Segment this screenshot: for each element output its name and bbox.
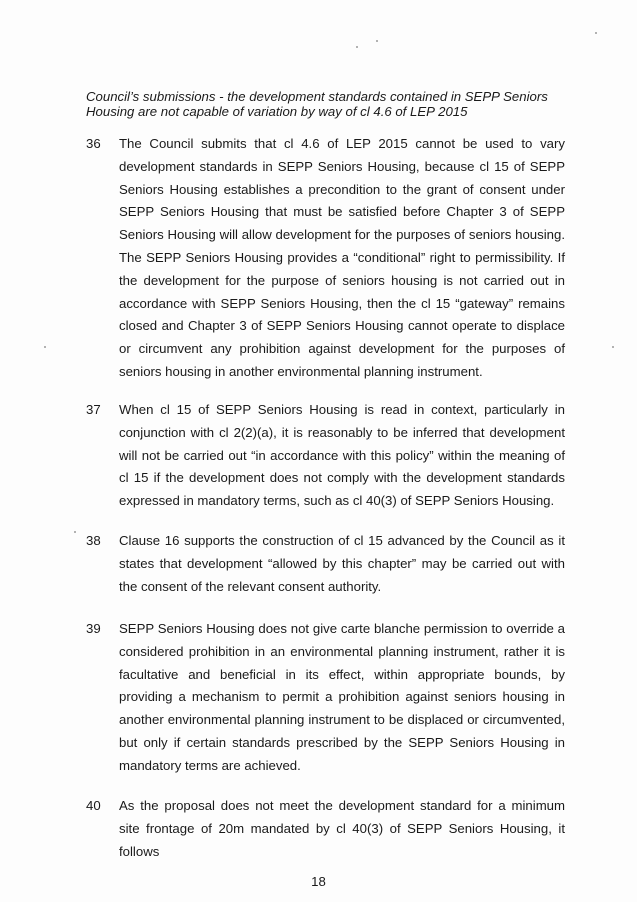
scan-speck — [595, 32, 597, 34]
scan-speck — [356, 46, 358, 48]
scan-speck — [376, 40, 378, 42]
section-heading — [86, 89, 556, 119]
scan-speck — [44, 346, 46, 348]
paragraph-number: 40 — [86, 798, 101, 813]
paragraph-text: As the proposal does not meet the development standard for a minimum site frontage of 20m mandated by cl 40(3) of SEPP Seniors Housing, it follows — [119, 798, 565, 859]
paragraph-number: 39 — [86, 621, 101, 636]
paragraph-number: 36 — [86, 136, 101, 151]
section-heading-line-2: Housing are not capable of variation by way of cl 4.6 of LEP 2015 — [86, 104, 468, 119]
paragraph-number: 38 — [86, 533, 101, 548]
paragraph-text: SEPP Seniors Housing does not give carte blanche permission to override a considered prohibition in an environmental planning instrument, rather it is facultative and beneficial in its effect, within appropriate bounds, by providing a mechanism to permit a prohibition against seniors housing in another environmental planning instrument to be displaced or circumvented, but only if certain standards prescribed by the SEPP Seniors Housing in mandatory terms are achieved. — [119, 621, 565, 773]
scan-speck — [74, 531, 76, 533]
scan-speck — [612, 346, 614, 348]
paragraph-text: The Council submits that cl 4.6 of LEP 2015 cannot be used to vary development standards in SEPP Seniors Housing, because cl 15 of SEPP Seniors Housing establishes a precondition to the grant of consent under SEPP Seniors Housing that must be satisfied before Chapter 3 of SEPP Seniors Housing will allow development for the purposes of seniors housing. The SEPP Seniors Housing provides a “conditional” right to permissibility. If the development for the purpose of seniors housing is not carried out in accordance with SEPP Seniors Housing, then the cl 15 “gateway” remains closed and Chapter 3 of SEPP Seniors Housing cannot operate to displace or circumvent any prohibition against development for the purposes of seniors housing in another environmental planning instrument. — [119, 136, 565, 379]
page-number: 18 — [311, 874, 326, 889]
section-heading-line-1: Council’s submissions - the development standards contained in SEPP Seniors — [86, 89, 548, 104]
paragraph-number: 37 — [86, 402, 101, 417]
paragraph-text: Clause 16 supports the construction of cl 15 advanced by the Council as it states that development “allowed by this chapter” may be carried out with the consent of the relevant consent authority. — [119, 533, 565, 594]
paragraph-text: When cl 15 of SEPP Seniors Housing is read in context, particularly in conjunction with cl 2(2)(a), it is reasonably to be inferred that development will not be carried out “in accordance with this policy” within the meaning of cl 15 if the development does not comply with the development standards expressed in mandatory terms, such as cl 40(3) of SEPP Seniors Housing. — [119, 402, 565, 509]
